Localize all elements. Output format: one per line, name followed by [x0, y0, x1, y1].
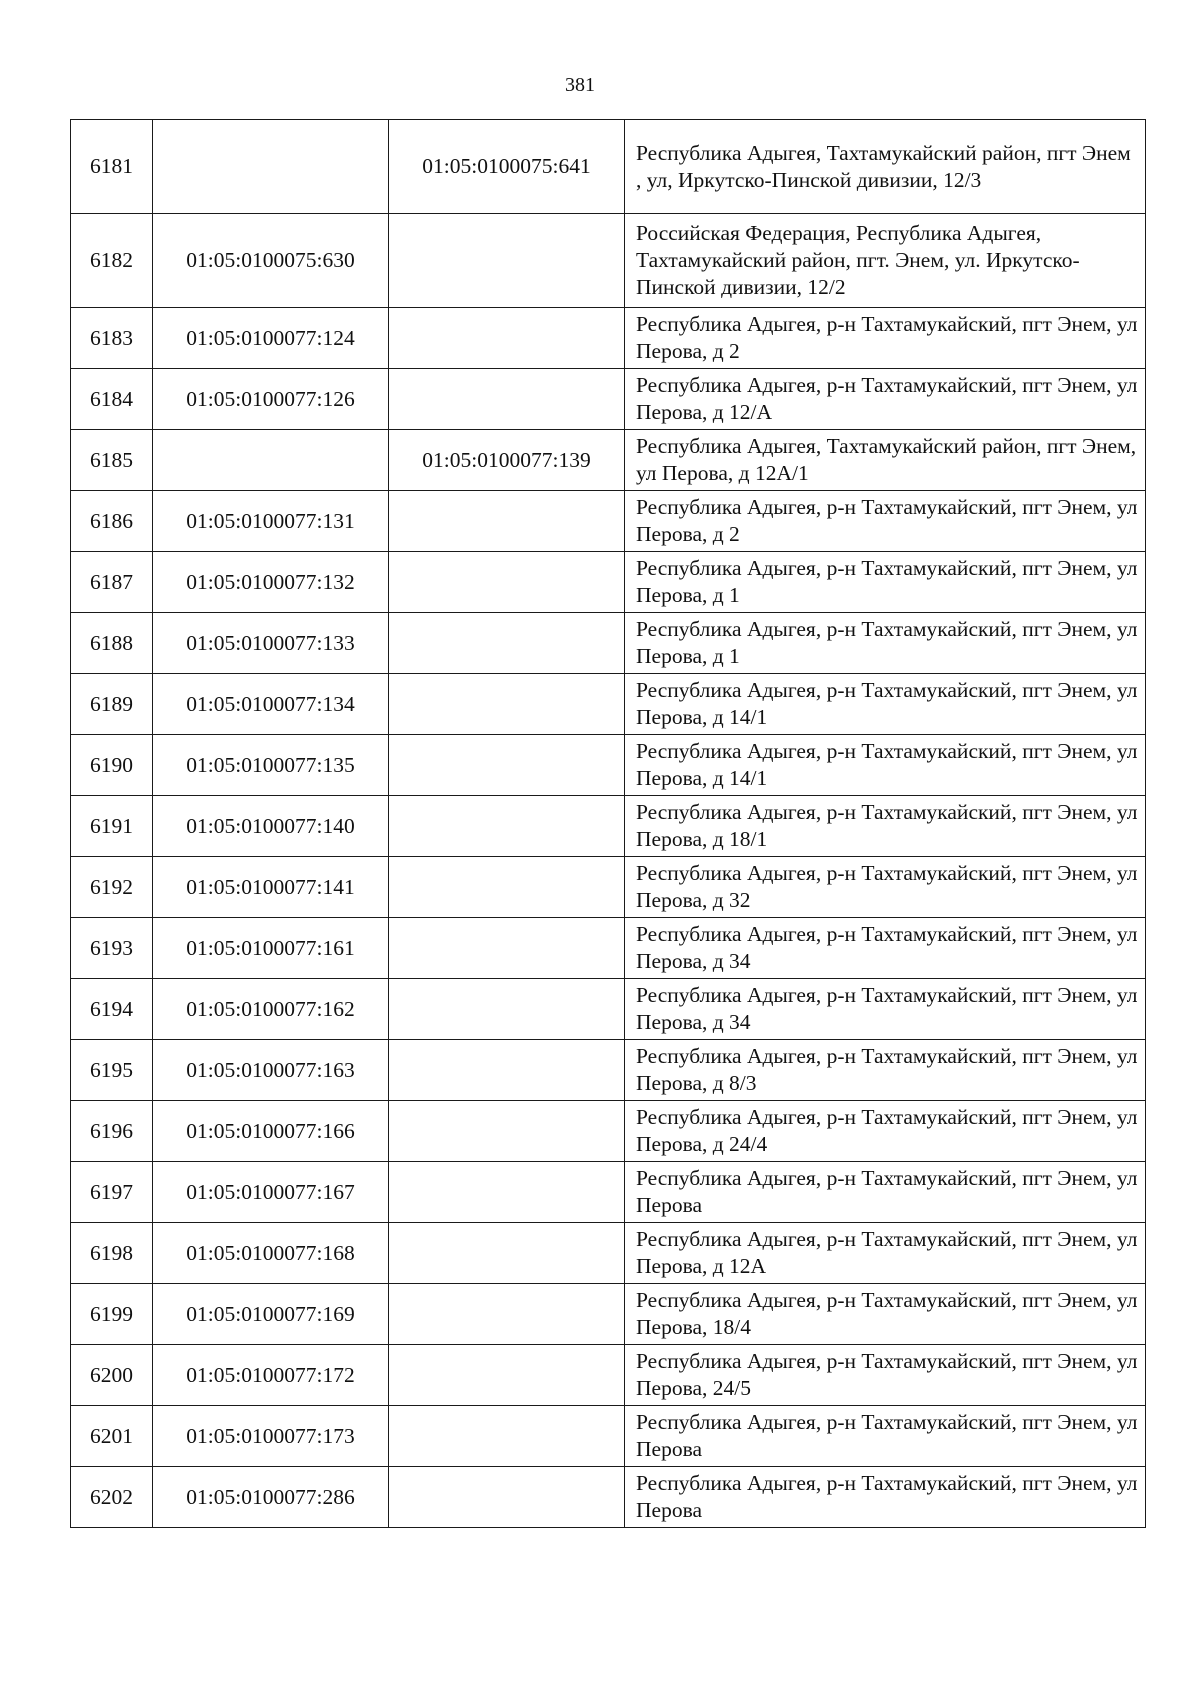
table-row — [71, 552, 1146, 613]
row-number-cell: 6184 — [71, 369, 153, 430]
alt-cadastral-number-cell — [389, 674, 625, 735]
address-cell: Республика Адыгея, р-н Тахтамукайский, пгт Энем, ул Перова, д 1 — [625, 613, 1146, 674]
alt-cadastral-number-cell — [389, 735, 625, 796]
cadastral-number-cell: 01:05:0100077:167 — [153, 1162, 389, 1223]
address-cell: Республика Адыгея, р-н Тахтамукайский, пгт Энем, ул Перова, д 34 — [625, 918, 1146, 979]
row-number-cell: 6186 — [71, 491, 153, 552]
alt-cadastral-number-cell — [389, 918, 625, 979]
address-cell: Республика Адыгея, Тахтамукайский район, пгт Энем, ул Перова, д 12А/1 — [625, 430, 1146, 491]
cadastral-number-cell: 01:05:0100077:126 — [153, 369, 389, 430]
table-row — [71, 491, 1146, 552]
table-body — [71, 120, 1146, 1528]
cadastral-number-cell: 01:05:0100077:161 — [153, 918, 389, 979]
address-cell: Республика Адыгея, р-н Тахтамукайский, пгт Энем, ул Перова, д 12А — [625, 1223, 1146, 1284]
alt-cadastral-number-cell — [389, 1467, 625, 1528]
row-number-cell: 6192 — [71, 857, 153, 918]
alt-cadastral-number-cell — [389, 979, 625, 1040]
alt-cadastral-number-cell: 01:05:0100077:139 — [389, 430, 625, 491]
table-row — [71, 369, 1146, 430]
address-cell: Республика Адыгея, р-н Тахтамукайский, пгт Энем, ул Перова, д 14/1 — [625, 735, 1146, 796]
cadastral-number-cell: 01:05:0100077:124 — [153, 308, 389, 369]
row-number-cell: 6196 — [71, 1101, 153, 1162]
address-cell: Республика Адыгея, р-н Тахтамукайский, пгт Энем, ул Перова, 18/4 — [625, 1284, 1146, 1345]
cadastral-number-cell: 01:05:0100077:135 — [153, 735, 389, 796]
row-number-cell: 6194 — [71, 979, 153, 1040]
cadastral-number-cell: 01:05:0100077:133 — [153, 613, 389, 674]
row-number-cell: 6187 — [71, 552, 153, 613]
alt-cadastral-number-cell — [389, 857, 625, 918]
table-row — [71, 1223, 1146, 1284]
table-row — [71, 796, 1146, 857]
address-cell: Республика Адыгея, р-н Тахтамукайский, пгт Энем, ул Перова, д 2 — [625, 491, 1146, 552]
alt-cadastral-number-cell — [389, 1101, 625, 1162]
row-number-cell: 6198 — [71, 1223, 153, 1284]
cadastral-number-cell: 01:05:0100077:132 — [153, 552, 389, 613]
table-row — [71, 857, 1146, 918]
alt-cadastral-number-cell — [389, 1223, 625, 1284]
alt-cadastral-number-cell — [389, 613, 625, 674]
cadastral-number-cell: 01:05:0100077:166 — [153, 1101, 389, 1162]
address-cell: Республика Адыгея, р-н Тахтамукайский, пгт Энем, ул Перова, д 18/1 — [625, 796, 1146, 857]
table-row — [71, 1406, 1146, 1467]
row-number-cell: 6195 — [71, 1040, 153, 1101]
table-row — [71, 308, 1146, 369]
cadastral-number-cell — [153, 120, 389, 214]
address-cell: Республика Адыгея, р-н Тахтамукайский, пгт Энем, ул Перова, д 1 — [625, 552, 1146, 613]
table-row — [71, 1467, 1146, 1528]
address-cell: Республика Адыгея, р-н Тахтамукайский, пгт Энем, ул Перова — [625, 1406, 1146, 1467]
cadastral-number-cell: 01:05:0100077:131 — [153, 491, 389, 552]
address-cell: Республика Адыгея, р-н Тахтамукайский, пгт Энем, ул Перова, д 8/3 — [625, 1040, 1146, 1101]
alt-cadastral-number-cell: 01:05:0100075:641 — [389, 120, 625, 214]
alt-cadastral-number-cell — [389, 1162, 625, 1223]
table-row — [71, 430, 1146, 491]
row-number-cell: 6199 — [71, 1284, 153, 1345]
address-cell: Республика Адыгея, р-н Тахтамукайский, пгт Энем, ул Перова, д 32 — [625, 857, 1146, 918]
alt-cadastral-number-cell — [389, 796, 625, 857]
address-cell: Республика Адыгея, р-н Тахтамукайский, пгт Энем, ул Перова, д 14/1 — [625, 674, 1146, 735]
table-row — [71, 979, 1146, 1040]
cadastral-number-cell: 01:05:0100077:162 — [153, 979, 389, 1040]
row-number-cell: 6202 — [71, 1467, 153, 1528]
table-row — [71, 1101, 1146, 1162]
table-row — [71, 120, 1146, 214]
alt-cadastral-number-cell — [389, 1284, 625, 1345]
table-row — [71, 735, 1146, 796]
cadastral-number-cell: 01:05:0100077:134 — [153, 674, 389, 735]
table-row — [71, 613, 1146, 674]
address-cell: Республика Адыгея, Тахтамукайский район, пгт Энем , ул, Иркутско-Пинской дивизии, 12/3 — [625, 120, 1146, 214]
row-number-cell: 6200 — [71, 1345, 153, 1406]
cadastral-number-cell: 01:05:0100077:173 — [153, 1406, 389, 1467]
alt-cadastral-number-cell — [389, 552, 625, 613]
alt-cadastral-number-cell — [389, 1406, 625, 1467]
address-cell: Республика Адыгея, р-н Тахтамукайский, пгт Энем, ул Перова, д 34 — [625, 979, 1146, 1040]
address-cell: Республика Адыгея, р-н Тахтамукайский, пгт Энем, ул Перова — [625, 1162, 1146, 1223]
row-number-cell: 6188 — [71, 613, 153, 674]
table-row — [71, 1040, 1146, 1101]
table-row — [71, 674, 1146, 735]
row-number-cell: 6182 — [71, 214, 153, 308]
row-number-cell: 6185 — [71, 430, 153, 491]
row-number-cell: 6193 — [71, 918, 153, 979]
row-number-cell: 6183 — [71, 308, 153, 369]
table-row — [71, 1345, 1146, 1406]
alt-cadastral-number-cell — [389, 308, 625, 369]
cadastral-number-cell: 01:05:0100077:163 — [153, 1040, 389, 1101]
alt-cadastral-number-cell — [389, 369, 625, 430]
row-number-cell: 6181 — [71, 120, 153, 214]
cadastral-number-cell — [153, 430, 389, 491]
cadastral-number-cell: 01:05:0100077:168 — [153, 1223, 389, 1284]
cadastral-number-cell: 01:05:0100077:172 — [153, 1345, 389, 1406]
row-number-cell: 6190 — [71, 735, 153, 796]
cadastral-number-cell: 01:05:0100077:286 — [153, 1467, 389, 1528]
row-number-cell: 6191 — [71, 796, 153, 857]
cadastral-number-cell: 01:05:0100077:169 — [153, 1284, 389, 1345]
alt-cadastral-number-cell — [389, 1345, 625, 1406]
row-number-cell: 6201 — [71, 1406, 153, 1467]
cadastral-number-cell: 01:05:0100077:141 — [153, 857, 389, 918]
table-row — [71, 1162, 1146, 1223]
alt-cadastral-number-cell — [389, 491, 625, 552]
address-cell: Российская Федерация, Республика Адыгея, Тахтамукайский район, пгт. Энем, ул. Иркутско-Пинской дивизии, 12/2 — [625, 214, 1146, 308]
alt-cadastral-number-cell — [389, 1040, 625, 1101]
address-cell: Республика Адыгея, р-н Тахтамукайский, пгт Энем, ул Перова, 24/5 — [625, 1345, 1146, 1406]
address-cell: Республика Адыгея, р-н Тахтамукайский, пгт Энем, ул Перова — [625, 1467, 1146, 1528]
address-cell: Республика Адыгея, р-н Тахтамукайский, пгт Энем, ул Перова, д 2 — [625, 308, 1146, 369]
table-row — [71, 918, 1146, 979]
table-row — [71, 1284, 1146, 1345]
cadastral-number-cell: 01:05:0100075:630 — [153, 214, 389, 308]
alt-cadastral-number-cell — [389, 214, 625, 308]
address-cell: Республика Адыгея, р-н Тахтамукайский, пгт Энем, ул Перова, д 12/А — [625, 369, 1146, 430]
parcel-table — [70, 119, 1146, 1528]
cadastral-number-cell: 01:05:0100077:140 — [153, 796, 389, 857]
row-number-cell: 6197 — [71, 1162, 153, 1223]
table-row — [71, 214, 1146, 308]
page-number: 381 — [565, 74, 595, 96]
row-number-cell: 6189 — [71, 674, 153, 735]
address-cell: Республика Адыгея, р-н Тахтамукайский, пгт Энем, ул Перова, д 24/4 — [625, 1101, 1146, 1162]
